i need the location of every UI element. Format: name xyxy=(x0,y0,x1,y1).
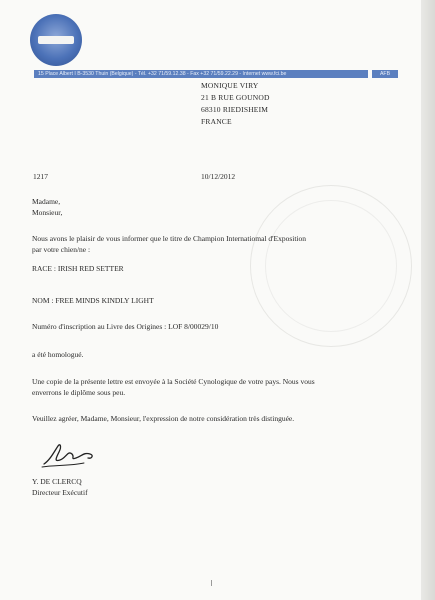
fold-mark xyxy=(211,580,212,586)
letterhead-address: 15 Place Albert I B-3530 Thuin (Belgique) - Tél. +32 71/59.12.38 - Fax +32 71/59.22.29 - Internet www.fci.be xyxy=(38,71,287,77)
signer-block xyxy=(32,476,88,498)
page-edge xyxy=(421,0,435,600)
recipient-city: 68310 RIEDISHEIM xyxy=(201,105,269,114)
registration-number-line: Numéro d'inscription au Livre des Origines : LOF 8/00029/10 xyxy=(32,322,219,331)
recipient-address xyxy=(201,80,270,128)
recipient-country: FRANCE xyxy=(201,117,232,126)
fci-logo xyxy=(30,14,82,66)
greeting-line-2: Monsieur, xyxy=(32,208,63,217)
closing-paragraph: Veuillez agréer, Madame, Monsieur, l'expression de notre considération très distinguée. xyxy=(32,414,295,423)
letterhead-banner xyxy=(34,70,368,78)
logo-band xyxy=(38,36,74,44)
homologation-line: a été homologué. xyxy=(32,350,84,359)
letter-reference: 1217 xyxy=(33,172,48,181)
signer-title: Directeur Exécutif xyxy=(32,488,88,497)
letter-date: 10/12/2012 xyxy=(201,172,236,181)
greeting-line-1: Madame, xyxy=(32,197,61,206)
intro-paragraph: Nous avons le plaisir de vous informer que le titre de Champion Internatiomal d'Exposition par votre chien/ne : xyxy=(32,234,307,254)
copy-note-paragraph: Une copie de la présente lettre est envoyée à la Société Cynologique de votre pays. Nous vous enverrons le diplôme sous peu. xyxy=(32,377,315,397)
handwritten-signature xyxy=(40,440,100,470)
dog-name-line: NOM : FREE MINDS KINDLY LIGHT xyxy=(32,296,154,305)
recipient-street: 21 B RUE GOUNOD xyxy=(201,93,270,102)
recipient-name: MONIQUE VIRY xyxy=(201,81,259,90)
letterhead-tag: AFB xyxy=(372,70,398,78)
signer-name: Y. DE CLERCQ xyxy=(32,477,82,486)
breed-line: RACE : IRISH RED SETTER xyxy=(32,264,124,273)
